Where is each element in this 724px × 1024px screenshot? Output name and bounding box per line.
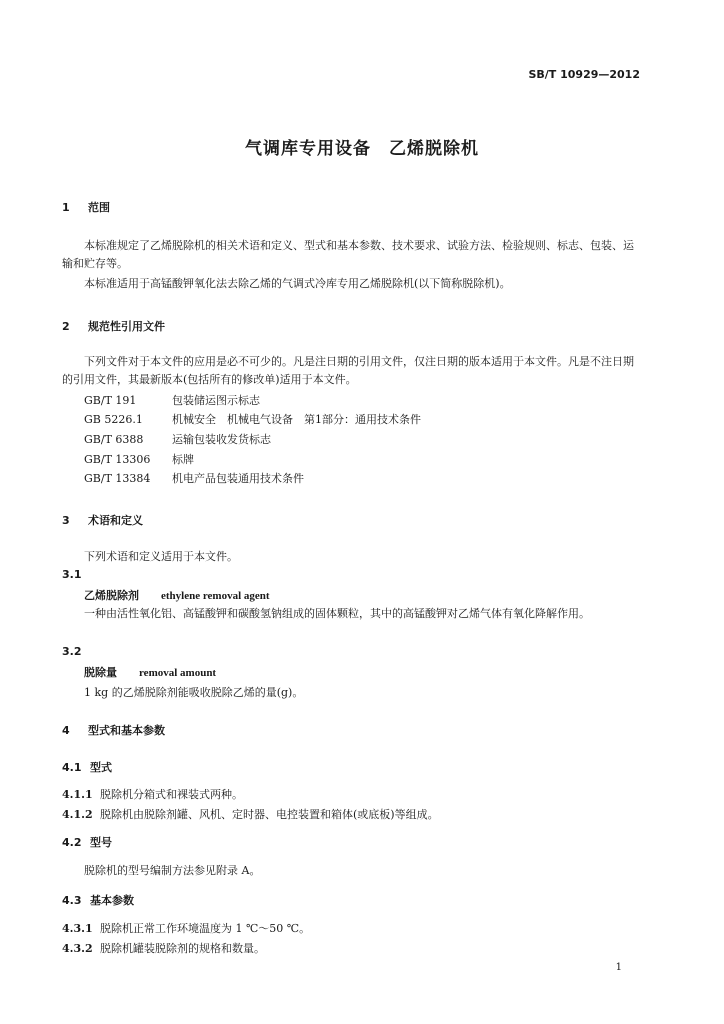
section-title: 基本参数 [90,894,134,907]
section-number: 1 [62,201,70,214]
clause-number: 4.1.1 [62,788,93,801]
normative-refs-paragraph: 下列文件对于本文件的应用是必不可少的。凡是注日期的引用文件，仅注日期的版本适用于本文件。凡是不注日期的引用文件，其最新版本(包括所有的修改单)适用于本文件。 [62,355,634,386]
section-4-heading [62,722,165,738]
section-number: 4.3 [62,894,82,907]
term-zh: 脱除量 [84,666,117,679]
section-title: 型式和基本参数 [88,724,165,737]
clause-number: 4.3.2 [62,942,93,955]
reference-item [84,431,271,447]
section-number: 3 [62,514,70,527]
section-number: 4.2 [62,836,82,849]
section-number: 2 [62,320,70,333]
section-1-heading [62,199,110,215]
page-number: 1 [615,962,622,973]
section-title: 型号 [90,836,112,849]
term-3-1-definition: 一种由活性氧化铝、高锰酸钾和碳酸氢钠组成的固体颗粒，其中的高锰酸钾对乙烯气体有氧化降解作用。 [84,607,590,620]
standard-code: SB/T 10929—2012 [528,68,640,81]
reference-code: GB/T 13306 [84,453,151,466]
reference-code: GB 5226.1 [84,413,143,426]
reference-item [84,470,304,486]
reference-title: 运输包装收发货标志 [172,433,271,446]
term-3-1-name [84,587,270,603]
reference-title: 机电产品包装通用技术条件 [172,472,304,485]
term-3-2-number: 3.2 [62,645,82,658]
clause-4-1-2 [62,806,439,822]
section-4-1-heading [62,759,112,775]
reference-code: GB/T 6388 [84,433,144,446]
scope-paragraph-2: 本标准适用于高锰酸钾氧化法去除乙烯的气调式冷库专用乙烯脱除机(以下简称脱除机)。 [84,277,511,290]
clause-4-3-2 [62,940,265,956]
reference-code: GB/T 191 [84,394,137,407]
section-2-heading [62,318,165,334]
reference-title: 标牌 [172,453,194,466]
section-title: 范围 [88,201,110,214]
reference-code: GB/T 13384 [84,472,151,485]
term-zh: 乙烯脱除剂 [84,589,139,602]
term-3-1-number: 3.1 [62,568,82,581]
clause-text: 脱除机分箱式和裸装式两种。 [100,788,243,801]
reference-item [84,411,421,427]
section-4-3-heading [62,892,134,908]
model-paragraph: 脱除机的型号编制方法参见附录 A。 [84,864,261,877]
clause-4-3-1 [62,920,310,936]
clause-text: 脱除机罐装脱除剂的规格和数量。 [100,942,265,955]
reference-item [84,451,194,467]
term-en: ethylene removal agent [161,590,270,602]
term-en: removal amount [139,667,217,679]
reference-title: 机械安全 机械电气设备 第1部分：通用技术条件 [172,413,421,426]
term-3-2-definition: 1 kg 的乙烯脱除剂能吸收脱除乙烯的量(g)。 [84,686,304,699]
section-number: 4 [62,724,70,737]
reference-item [84,392,260,408]
clause-4-1-1 [62,786,243,802]
document-title: 气调库专用设备 乙烯脱除机 [245,139,479,159]
section-number: 4.1 [62,761,82,774]
clause-text: 脱除机正常工作环境温度为 1 ℃～50 ℃。 [100,922,311,935]
reference-title: 包装储运图示标志 [172,394,260,407]
terms-intro: 下列术语和定义适用于本文件。 [84,550,238,563]
section-title: 规范性引用文件 [88,320,165,333]
section-title: 术语和定义 [88,514,143,527]
section-4-2-heading [62,834,112,850]
section-title: 型式 [90,761,112,774]
scope-paragraph-1: 本标准规定了乙烯脱除机的相关术语和定义、型式和基本参数、技术要求、试验方法、检验规则、标志、包装、运输和贮存等。 [62,239,634,270]
term-3-2-name [84,664,216,680]
clause-number: 4.3.1 [62,922,93,935]
section-3-heading [62,512,143,528]
clause-text: 脱除机由脱除剂罐、风机、定时器、电控装置和箱体(或底板)等组成。 [100,808,439,821]
clause-number: 4.1.2 [62,808,93,821]
